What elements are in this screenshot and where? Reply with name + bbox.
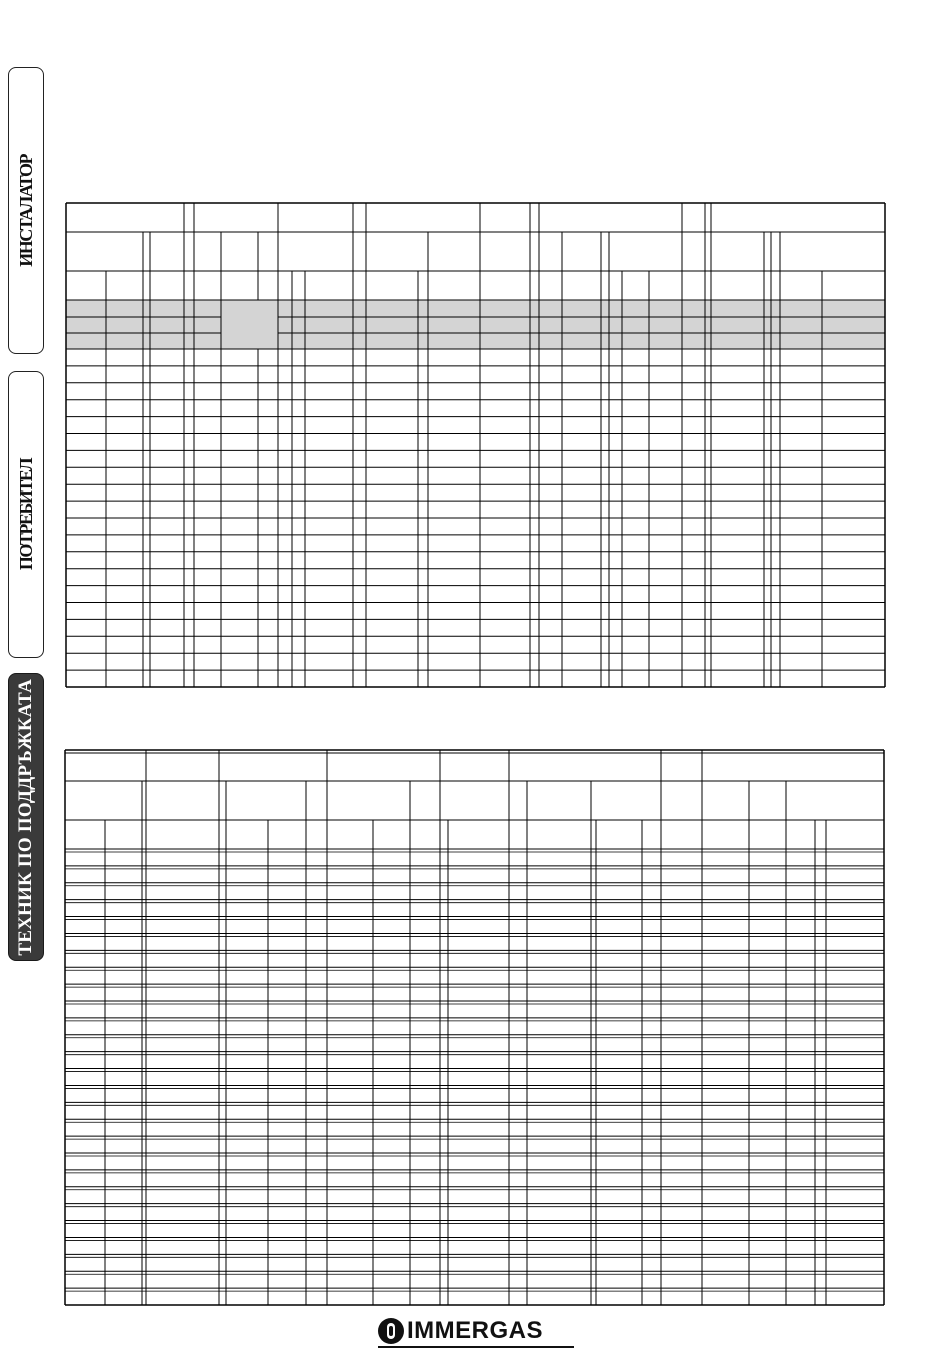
tab-user-label: ПОТРЕБИТЕЛ (15, 458, 36, 571)
tab-installer-label: ИНСТАЛАТОР (15, 154, 36, 267)
tab-maintenance-label: ТЕХНИК ПО ПОДДРЪЖКАТА (15, 678, 36, 956)
immergas-logo (378, 1314, 574, 1348)
logo-underline (378, 1346, 574, 1348)
immergas-flame-icon (378, 1318, 404, 1344)
brand-name: IMMERGAS (407, 1317, 543, 1344)
